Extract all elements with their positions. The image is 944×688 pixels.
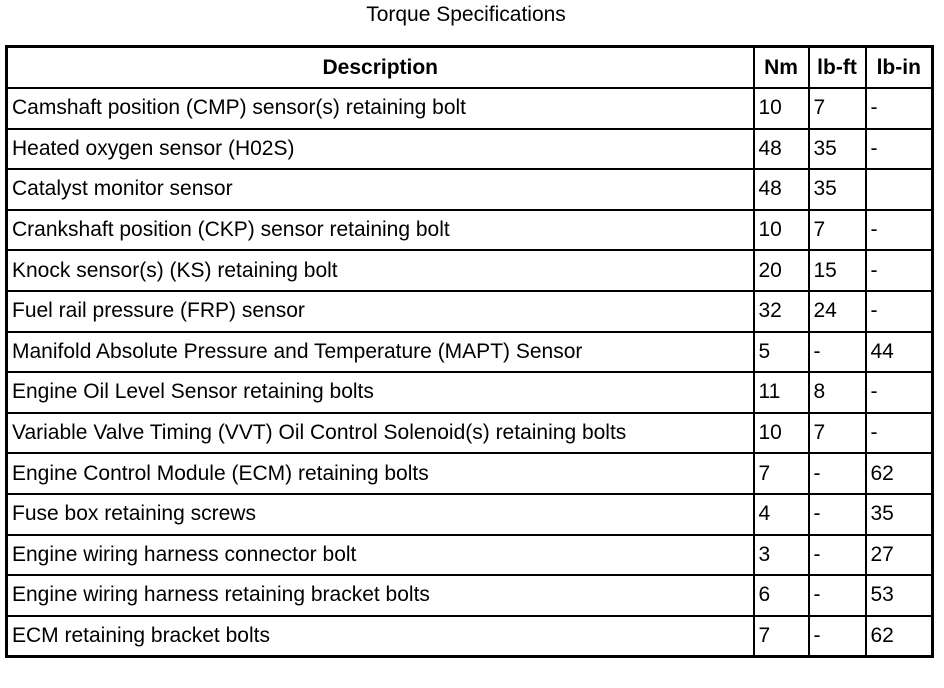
- cell-lb-ft: -: [809, 575, 866, 616]
- cell-nm: 48: [754, 169, 809, 210]
- cell-lb-ft: 35: [809, 129, 866, 170]
- column-header-lb-ft: lb-ft: [809, 47, 866, 89]
- table-row: [7, 575, 933, 616]
- table-row: [7, 250, 933, 291]
- cell-description: Heated oxygen sensor (H02S): [7, 129, 754, 170]
- cell-nm: 10: [754, 88, 809, 129]
- cell-nm: 10: [754, 413, 809, 454]
- table-row: [7, 616, 933, 657]
- table-row: [7, 169, 933, 210]
- column-header-nm: Nm: [754, 47, 809, 89]
- table-row: [7, 413, 933, 454]
- cell-description: Engine wiring harness retaining bracket bolts: [7, 575, 754, 616]
- table-row: [7, 291, 933, 332]
- cell-lb-ft: 7: [809, 413, 866, 454]
- cell-lb-in: -: [866, 88, 933, 129]
- cell-lb-in: 35: [866, 494, 933, 535]
- table-row: [7, 332, 933, 373]
- cell-lb-in: 62: [866, 616, 933, 657]
- cell-description: Manifold Absolute Pressure and Temperature (MAPT) Sensor: [7, 332, 754, 373]
- table-row: [7, 494, 933, 535]
- cell-lb-in: -: [866, 291, 933, 332]
- torque-spec-table: [5, 45, 934, 658]
- cell-lb-ft: 8: [809, 372, 866, 413]
- table-row: [7, 210, 933, 251]
- table-row: [7, 88, 933, 129]
- table-row: [7, 372, 933, 413]
- cell-lb-ft: 15: [809, 250, 866, 291]
- cell-nm: 20: [754, 250, 809, 291]
- cell-nm: 7: [754, 616, 809, 657]
- cell-nm: 10: [754, 210, 809, 251]
- cell-description: Engine Oil Level Sensor retaining bolts: [7, 372, 754, 413]
- cell-description: Variable Valve Timing (VVT) Oil Control Solenoid(s) retaining bolts: [7, 413, 754, 454]
- cell-nm: 32: [754, 291, 809, 332]
- cell-lb-in: -: [866, 250, 933, 291]
- cell-lb-ft: -: [809, 494, 866, 535]
- cell-description: Catalyst monitor sensor: [7, 169, 754, 210]
- cell-nm: 7: [754, 453, 809, 494]
- cell-lb-in: 62: [866, 453, 933, 494]
- cell-lb-in: -: [866, 372, 933, 413]
- cell-lb-ft: -: [809, 616, 866, 657]
- cell-lb-in: 53: [866, 575, 933, 616]
- cell-lb-ft: 24: [809, 291, 866, 332]
- column-header-description: Description: [7, 47, 754, 89]
- cell-description: ECM retaining bracket bolts: [7, 616, 754, 657]
- cell-lb-in: -: [866, 210, 933, 251]
- cell-lb-in: -: [866, 129, 933, 170]
- cell-nm: 48: [754, 129, 809, 170]
- cell-description: Engine Control Module (ECM) retaining bolts: [7, 453, 754, 494]
- cell-description: Crankshaft position (CKP) sensor retaining bolt: [7, 210, 754, 251]
- cell-lb-ft: 35: [809, 169, 866, 210]
- cell-lb-in: [866, 169, 933, 210]
- cell-lb-ft: -: [809, 332, 866, 373]
- table-row: [7, 129, 933, 170]
- cell-description: Engine wiring harness connector bolt: [7, 535, 754, 576]
- table-row: [7, 535, 933, 576]
- cell-description: Fuse box retaining screws: [7, 494, 754, 535]
- cell-nm: 11: [754, 372, 809, 413]
- cell-nm: 4: [754, 494, 809, 535]
- cell-lb-ft: -: [809, 535, 866, 576]
- cell-lb-in: -: [866, 413, 933, 454]
- page-title: Torque Specifications: [366, 3, 566, 26]
- cell-nm: 5: [754, 332, 809, 373]
- cell-lb-ft: 7: [809, 210, 866, 251]
- cell-lb-in: 44: [866, 332, 933, 373]
- cell-description: Knock sensor(s) (KS) retaining bolt: [7, 250, 754, 291]
- cell-nm: 3: [754, 535, 809, 576]
- cell-lb-ft: -: [809, 453, 866, 494]
- cell-description: Camshaft position (CMP) sensor(s) retaining bolt: [7, 88, 754, 129]
- cell-nm: 6: [754, 575, 809, 616]
- cell-lb-ft: 7: [809, 88, 866, 129]
- table-row: [7, 453, 933, 494]
- cell-description: Fuel rail pressure (FRP) sensor: [7, 291, 754, 332]
- table-header-row: [7, 47, 933, 89]
- cell-lb-in: 27: [866, 535, 933, 576]
- column-header-lb-in: lb-in: [866, 47, 933, 89]
